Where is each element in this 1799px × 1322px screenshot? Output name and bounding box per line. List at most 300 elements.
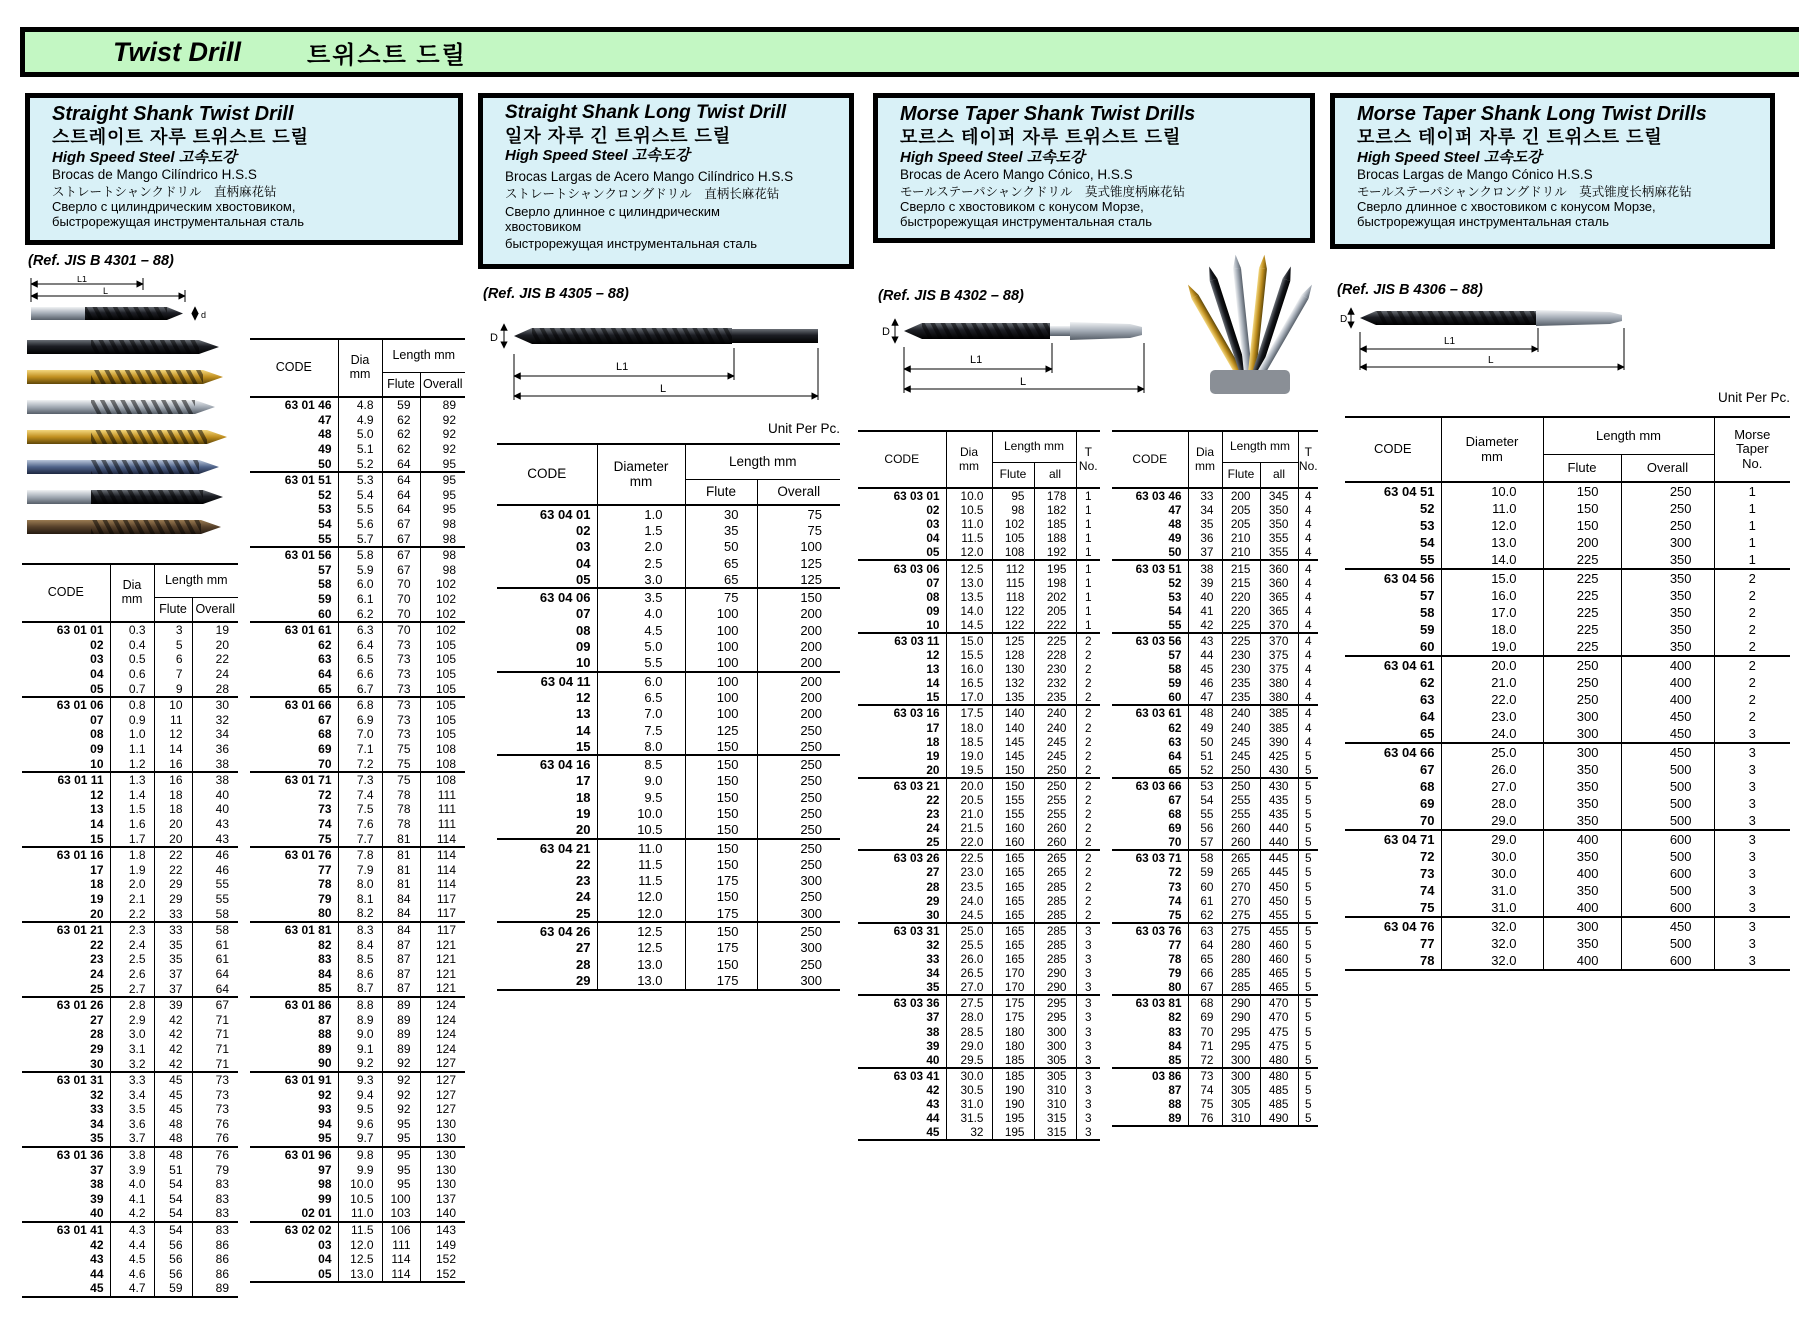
table-row: 84 71 295 475 5: [1112, 1039, 1318, 1053]
table-row: 88 75 305 485 5: [1112, 1097, 1318, 1111]
table-row: 63 03 16 17.5 140 240 2: [858, 705, 1100, 720]
table-row: 75 62 275 455 5: [1112, 908, 1318, 923]
table-row: 34 26.5 170 290 3: [858, 966, 1100, 980]
svg-text:L: L: [1488, 355, 1494, 366]
table-row: 67 26.0 350 500 3: [1345, 761, 1790, 778]
table-row: 93 9.5 92 127: [250, 1102, 465, 1117]
drill-photo: [27, 460, 219, 474]
table-row: 85 8.7 87 121: [250, 981, 465, 997]
table-row: 14 16.5 132 232 2: [858, 676, 1100, 690]
table-row: 89 76 310 490 5: [1112, 1111, 1318, 1126]
drill-shank: [732, 329, 818, 343]
table-row: 45 32 195 315 3: [858, 1125, 1100, 1140]
col-header-flute: Flute: [685, 480, 757, 506]
table-row: 87 8.9 89 124: [250, 1012, 465, 1027]
table-row: 63 03 51 38 215 360 4: [1112, 560, 1318, 575]
table-row: 55 14.0 225 350 1: [1345, 551, 1790, 569]
table-row: 94 9.6 95 130: [250, 1117, 465, 1132]
drill-dimension-diagram: [1340, 300, 1660, 378]
table-row: 23 2.5 35 61: [22, 952, 238, 967]
table-row: 20 10.5 150 250: [497, 822, 840, 839]
table-row: 47 34 205 350 4: [1112, 503, 1318, 517]
col-header-morse-taper-no: Morse Taper No.: [1714, 417, 1790, 482]
section-morse-taper-long-header: [1330, 93, 1775, 249]
table-row: 65 52 250 430 5: [1112, 763, 1318, 778]
table-row: 04 0.6 7 24: [22, 667, 238, 682]
table-row: 70 29.0 350 500 3: [1345, 812, 1790, 830]
table-row: 63 01 26 2.8 39 67: [22, 997, 238, 1013]
table-row: 42 30.5 190 310 3: [858, 1083, 1100, 1097]
russian-label-2: быстрорежущая инструментальная сталь: [1357, 213, 1609, 229]
col-header-length: Length mm: [685, 444, 840, 480]
russian-label-2: хвостовиком: [505, 218, 582, 234]
col-header-code: CODE: [1373, 441, 1412, 457]
table-row: 48 35 205 350 4: [1112, 517, 1318, 531]
col-header-dia: Dia mm: [338, 339, 382, 397]
table-row: 32 3.4 45 73: [22, 1087, 238, 1102]
table-row: 58 6.0 70 102: [250, 577, 465, 592]
table-row: 89 9.1 89 124: [250, 1042, 465, 1057]
col-header-length: Length mm: [992, 431, 1076, 463]
straight-shank-table-b: [250, 338, 465, 1283]
table-row: 15 17.0 135 235 2: [858, 690, 1100, 705]
table-row: 45 4.7 59 89: [22, 1281, 238, 1297]
table-row: 63 04 66 25.0 300 450 3: [1345, 743, 1790, 761]
table-row: 63 03 81 68 290 470 5: [1112, 995, 1318, 1010]
drill-photo: [27, 520, 221, 534]
table-row: 62 21.0 250 400 2: [1345, 674, 1790, 691]
table-row: 78 65 280 460 5: [1112, 952, 1318, 966]
table-row: 15 1.7 20 43: [22, 831, 238, 847]
table-row: 79 8.1 84 117: [250, 892, 465, 907]
table-row: 63 01 56 5.8 67 98: [250, 547, 465, 563]
table-row: 25 2.7 37 64: [22, 981, 238, 997]
page-title: Twist Drill: [113, 36, 242, 67]
table-row: 63 02 02 11.5 106 143: [250, 1222, 465, 1238]
table-row: 40 4.2 54 83: [22, 1206, 238, 1222]
table-row: 12 6.5 100 200: [497, 689, 840, 705]
drill-stand: [1210, 370, 1290, 394]
table-row: 25 22.0 160 260 2: [858, 835, 1100, 850]
table-row: 55 5.7 67 98: [250, 531, 465, 547]
col-header-overall: Overall: [757, 480, 840, 506]
table-row: 63 01 11 1.3 16 38: [22, 772, 238, 788]
table-row: 85 72 300 480 5: [1112, 1053, 1318, 1068]
table-row: 60 6.2 70 102: [250, 606, 465, 622]
table-row: 53 5.5 64 95: [250, 502, 465, 517]
table-row: 78 32.0 400 600 3: [1345, 952, 1790, 970]
drill-set-photo: [1172, 252, 1327, 402]
section-title: Morse Taper Shank Long Twist Drills: [1357, 103, 1707, 125]
table-row: 54 5.6 67 98: [250, 517, 465, 532]
table-row: 63 04 61 20.0 250 400 2: [1345, 656, 1790, 674]
table-row: 03 0.5 6 22: [22, 652, 238, 667]
drill-tip: [1360, 311, 1376, 325]
table-row: 99 10.5 100 137: [250, 1191, 465, 1206]
morse-taper-long-table: [1345, 416, 1790, 971]
col-header-overall: Overall: [1621, 455, 1714, 483]
jis-reference: (Ref. JIS B 4302 – 88): [878, 288, 1024, 304]
table-row: 05 13.0 114 152: [250, 1266, 465, 1282]
table-row: 02 10.5 98 182 1: [858, 503, 1100, 517]
table-row: 09 5.0 100 200: [497, 638, 840, 654]
page-title-korean: 트위스트 드릴: [307, 41, 467, 69]
table-row: 19 2.1 29 55: [22, 892, 238, 907]
table-row: 48 5.0 62 92: [250, 427, 465, 442]
svg-text:L1: L1: [616, 361, 629, 373]
table-row: 13 16.0 130 230 2: [858, 662, 1100, 676]
svg-text:L1: L1: [1444, 336, 1456, 347]
table-row: 60 47 235 380 4: [1112, 690, 1318, 705]
table-row: 10 5.5 100 200: [497, 655, 840, 672]
table-row: 98 10.0 95 130: [250, 1177, 465, 1192]
table-row: 55 42 225 370 4: [1112, 618, 1318, 633]
svg-text:D: D: [882, 326, 890, 338]
drill-taper-shank: [1536, 310, 1622, 326]
table-row: 67 54 255 435 5: [1112, 793, 1318, 807]
table-row: 72 30.0 350 500 3: [1345, 848, 1790, 865]
col-header-flute: Flute: [1222, 463, 1260, 489]
jis-reference: (Ref. JIS B 4306 – 88): [1337, 282, 1483, 298]
table-row: 57 16.0 225 350 2: [1345, 587, 1790, 604]
table-row: 63 01 16 1.8 22 46: [22, 847, 238, 863]
table-row: 72 7.4 78 111: [250, 787, 465, 802]
table-row: 70 7.2 75 108: [250, 756, 465, 772]
table-row: 74 61 270 450 5: [1112, 894, 1318, 908]
table-row: 63 04 16 8.5 150 250: [497, 755, 840, 772]
table-row: 87 74 305 485 5: [1112, 1083, 1318, 1097]
table-row: 82 69 290 470 5: [1112, 1010, 1318, 1024]
col-header-length: Length mm: [1222, 431, 1298, 463]
table-row: 29 24.0 165 285 2: [858, 894, 1100, 908]
table-row: 79 66 285 465 5: [1112, 966, 1318, 980]
table-row: 05 12.0 108 192 1: [858, 545, 1100, 560]
table-row: 33 26.0 165 285 3: [858, 952, 1100, 966]
table-row: 18 2.0 29 55: [22, 877, 238, 892]
svg-text:D: D: [490, 332, 498, 344]
material-label: High Speed Steel 고속도강: [900, 148, 1085, 166]
col-header-length: Length mm: [382, 339, 465, 373]
table-row: 28 23.5 165 285 2: [858, 880, 1100, 894]
section-title: Morse Taper Shank Twist Drills: [900, 103, 1196, 125]
table-row: 49 5.1 62 92: [250, 442, 465, 457]
col-header-overall: Overall: [420, 373, 465, 398]
drill-photo: [27, 340, 219, 354]
table-row: 64 6.6 73 105: [250, 667, 465, 682]
table-row: 40 29.5 185 305 3: [858, 1053, 1100, 1068]
table-row: 84 8.6 87 121: [250, 967, 465, 982]
table-row: 63 03 26 22.5 165 265 2: [858, 850, 1100, 865]
table-row: 63 03 31 25.0 165 285 3: [858, 923, 1100, 938]
table-row: 42 4.4 56 86: [22, 1237, 238, 1252]
table-row: 63 03 11 15.0 125 225 2: [858, 633, 1100, 648]
table-row: 02 01 11.0 103 140: [250, 1206, 465, 1222]
table-row: 19 10.0 150 250: [497, 805, 840, 821]
table-row: 63 03 61 48 240 385 4: [1112, 705, 1318, 720]
col-header-dia: Dia mm: [1188, 431, 1222, 488]
table-row: 63 03 41 30.0 185 305 3: [858, 1068, 1100, 1083]
material-label: High Speed Steel 고속도강: [505, 147, 690, 165]
spanish-label: Brocas de Mango Cilíndrico H.S.S: [52, 167, 257, 183]
russian-label-1: Сверло с хвостовиком с конусом Морзе,: [900, 199, 1144, 215]
table-row: 69 7.1 75 108: [250, 742, 465, 757]
table-row: 65 6.7 73 105: [250, 681, 465, 697]
table-row: 63 04 26 12.5 150 250: [497, 922, 840, 939]
russian-label-1: Сверло длинное с цилиндрическим: [505, 204, 720, 220]
table-row: 58 45 230 375 4: [1112, 662, 1318, 676]
table-row: 54 41 220 365 4: [1112, 604, 1318, 618]
unit-per-pc-label: Unit Per Pc.: [767, 421, 840, 436]
table-row: 37 28.0 175 295 3: [858, 1010, 1100, 1024]
drill-tip: [167, 307, 183, 320]
drill-photo: [27, 430, 227, 444]
col-header-code: CODE: [47, 585, 84, 600]
table-row: 63 03 56 43 225 370 4: [1112, 633, 1318, 648]
table-row: 24 12.0 150 250: [497, 889, 840, 905]
table-row: 63 01 81 8.3 84 117: [250, 922, 465, 938]
table-row: 33 3.5 45 73: [22, 1102, 238, 1117]
col-header-flute: Flute: [382, 373, 420, 398]
table-row: 63 01 31 3.3 45 73: [22, 1072, 238, 1088]
col-header-code: CODE: [527, 466, 567, 482]
svg-text:L: L: [103, 286, 109, 296]
col-header-dia: Dia mm: [110, 564, 154, 622]
drill-dimension-diagram: [25, 276, 225, 336]
table-row: 52 5.4 64 95: [250, 488, 465, 503]
col-header-overall: Overall: [192, 598, 238, 623]
table-row: 35 27.0 170 290 3: [858, 980, 1100, 995]
table-row: 07 4.0 100 200: [497, 606, 840, 622]
col-header-all: all: [1260, 463, 1298, 489]
morse-taper-table-a: [858, 430, 1100, 1141]
table-row: 57 5.9 67 98: [250, 563, 465, 578]
table-row: 69 56 260 440 5: [1112, 821, 1318, 835]
col-header-length: Length mm: [1543, 417, 1714, 455]
svg-text:L1: L1: [77, 276, 88, 284]
drill-dimension-diagram: [880, 305, 1166, 415]
table-row: 22 20.5 155 255 2: [858, 793, 1100, 807]
table-row: 07 0.9 11 32: [22, 713, 238, 728]
material-label: High Speed Steel 고속도강: [52, 148, 237, 166]
table-row: 03 2.0 50 100: [497, 539, 840, 555]
table-row: 30 24.5 165 285 2: [858, 908, 1100, 923]
table-row: 63 01 66 6.8 73 105: [250, 697, 465, 713]
table-row: 12 15.5 128 228 2: [858, 648, 1100, 662]
table-row: 62 49 240 385 4: [1112, 721, 1318, 735]
table-row: 63 01 01 0.3 3 19: [22, 622, 238, 638]
table-row: 44 4.6 56 86: [22, 1267, 238, 1282]
table-row: 03 11.0 102 185 1: [858, 517, 1100, 531]
section-title: Straight Shank Long Twist Drill: [505, 102, 787, 123]
table-row: 14 1.6 20 43: [22, 817, 238, 832]
table-row: 39 4.1 54 83: [22, 1192, 238, 1207]
table-row: 67 6.9 73 105: [250, 712, 465, 727]
table-row: 29 13.0 175 300: [497, 972, 840, 989]
straight-shank-long-table: [497, 443, 840, 991]
drill-dimension-diagram: [488, 308, 844, 420]
table-row: 04 11.5 105 188 1: [858, 531, 1100, 545]
table-row: 63 03 71 58 265 445 5: [1112, 850, 1318, 865]
spanish-label: Brocas Largas de Mango Cónico H.S.S: [1357, 167, 1593, 183]
table-row: 04 12.5 114 152: [250, 1252, 465, 1267]
table-row: 63 04 56 15.0 225 350 2: [1345, 569, 1790, 587]
table-row: 37 3.9 51 79: [22, 1162, 238, 1177]
table-row: 44 31.5 195 315 3: [858, 1111, 1100, 1125]
table-row: 59 18.0 225 350 2: [1345, 621, 1790, 638]
section-straight-shank-header: [25, 93, 463, 245]
table-row: 63 01 76 7.8 81 114: [250, 847, 465, 863]
table-row: 05 0.7 9 28: [22, 681, 238, 697]
table-row: 20 2.2 33 58: [22, 906, 238, 922]
section-title-korean: 일자 자루 긴 트위스트 드릴: [505, 125, 732, 146]
table-row: 08 4.5 100 200: [497, 622, 840, 638]
svg-text:L1: L1: [970, 354, 983, 366]
col-header-taper-no: T No.: [1076, 431, 1100, 488]
table-row: 02 0.4 5 20: [22, 638, 238, 653]
drill-photo: [27, 400, 215, 414]
table-row: 63 50 245 390 4: [1112, 735, 1318, 749]
japanese-chinese-label: ストレートシャンクロングドリル 直柄长麻花钻: [505, 186, 780, 201]
table-row: 05 3.0 65 125: [497, 571, 840, 588]
table-row: 09 14.0 122 205 1: [858, 604, 1100, 618]
table-row: 72 59 265 445 5: [1112, 865, 1318, 879]
table-row: 29 3.1 42 71: [22, 1042, 238, 1057]
table-row: 88 9.0 89 124: [250, 1027, 465, 1042]
table-row: 90 9.2 92 127: [250, 1056, 465, 1072]
jis-reference: (Ref. JIS B 4305 – 88): [483, 286, 629, 302]
table-row: 77 7.9 81 114: [250, 862, 465, 877]
table-row: 38 4.0 54 83: [22, 1177, 238, 1192]
section-title: Straight Shank Twist Drill: [52, 103, 294, 125]
table-row: 30 3.2 42 71: [22, 1056, 238, 1072]
table-row: 73 30.0 400 600 3: [1345, 865, 1790, 882]
section-straight-shank-long-header: [478, 93, 854, 269]
drill-shank: [31, 307, 87, 320]
table-row: 13 7.0 100 200: [497, 706, 840, 722]
svg-text:L: L: [1020, 376, 1027, 388]
table-row: 68 55 255 435 5: [1112, 807, 1318, 821]
col-header-code: CODE: [275, 360, 312, 375]
table-row: 38 28.5 180 300 3: [858, 1024, 1100, 1038]
table-row: 34 3.6 48 76: [22, 1117, 238, 1132]
table-row: 74 7.6 78 111: [250, 817, 465, 832]
svg-text:D: D: [1340, 314, 1348, 325]
table-row: 24 21.5 160 260 2: [858, 821, 1100, 835]
table-row: 63 04 71 29.0 400 600 3: [1345, 830, 1790, 848]
japanese-chinese-label: モールステーパシャンクドリル 莫式锥度柄麻花钻: [900, 185, 1186, 200]
drill-taper-shank: [1070, 322, 1142, 340]
table-row: 63 22.0 250 400 2: [1345, 691, 1790, 708]
table-row: 47 4.9 62 92: [250, 413, 465, 428]
svg-text:L: L: [660, 383, 667, 395]
table-row: 23 11.5 175 300: [497, 873, 840, 889]
col-header-length: Length mm: [154, 564, 238, 598]
table-row: 14 7.5 125 250: [497, 722, 840, 738]
table-row: 65 24.0 300 450 3: [1345, 725, 1790, 743]
table-row: 82 8.4 87 121: [250, 937, 465, 952]
table-row: 63 04 11 6.0 100 200: [497, 672, 840, 689]
table-row: 63 6.5 73 105: [250, 652, 465, 667]
table-row: 53 40 220 365 4: [1112, 590, 1318, 604]
japanese-chinese-label: ストレートシャンクドリル 直柄麻花钻: [52, 185, 277, 200]
table-row: 23 21.0 155 255 2: [858, 807, 1100, 821]
table-row: 63 01 51 5.3 64 95: [250, 472, 465, 488]
table-row: 92 9.4 92 127: [250, 1087, 465, 1102]
col-header-dia: Dia mm: [946, 431, 992, 488]
table-row: 54 13.0 200 300 1: [1345, 534, 1790, 551]
table-row: 24 2.6 37 64: [22, 967, 238, 982]
table-row: 63 03 21 20.0 150 250 2: [858, 778, 1100, 793]
table-row: 27 12.5 175 300: [497, 940, 840, 956]
table-row: 13 1.5 18 40: [22, 802, 238, 817]
drill-tip: [904, 323, 922, 339]
morse-taper-table-b: [1112, 430, 1318, 1127]
table-row: 18 18.5 145 245 2: [858, 735, 1100, 749]
table-row: 77 64 280 460 5: [1112, 938, 1318, 952]
table-row: 32 25.5 165 285 3: [858, 938, 1100, 952]
section-title-korean: 모르스 테이퍼 자루 트위스트 드릴: [900, 127, 1182, 147]
table-row: 63 01 36 3.8 48 76: [22, 1147, 238, 1163]
drill-photo: [27, 370, 223, 384]
col-header-all: all: [1034, 463, 1076, 489]
table-row: 63 03 66 53 250 430 5: [1112, 778, 1318, 793]
unit-per-pc-label: Unit Per Pc.: [1717, 390, 1790, 405]
table-row: 63 01 21 2.3 33 58: [22, 922, 238, 938]
table-row: 63 04 76 32.0 300 450 3: [1345, 917, 1790, 935]
russian-label-1: Сверло с цилиндрическим хвостовиком,: [52, 199, 296, 215]
svg-text:d: d: [201, 310, 207, 320]
col-header-diameter: Diameter mm: [597, 444, 685, 505]
table-row: 10 1.2 16 38: [22, 756, 238, 772]
col-header-flute: Flute: [154, 598, 192, 623]
japanese-chinese-label: モールステーパシャンクロングドリル 莫式锥度长柄麻花钻: [1357, 185, 1692, 200]
table-row: 12 1.4 18 40: [22, 788, 238, 803]
table-row: 59 46 235 380 4: [1112, 676, 1318, 690]
straight-shank-table-a: [22, 563, 238, 1298]
table-row: 35 3.7 48 76: [22, 1131, 238, 1147]
drill-photo: [27, 490, 223, 504]
table-row: 60 19.0 225 350 2: [1345, 638, 1790, 656]
spanish-label: Brocas Largas de Acero Mango Cilíndrico H.S.S: [505, 169, 794, 185]
russian-label-2: быстрорежущая инструментальная сталь: [52, 213, 304, 229]
table-row: 03 12.0 111 149: [250, 1237, 465, 1252]
table-row: 08 13.5 118 202 1: [858, 590, 1100, 604]
table-row: 83 70 295 475 5: [1112, 1024, 1318, 1038]
table-row: 25 12.0 175 300: [497, 905, 840, 922]
section-morse-taper-header: [873, 93, 1315, 243]
table-row: 22 2.4 35 61: [22, 937, 238, 952]
russian-label-2: быстрорежущая инструментальная сталь: [900, 213, 1152, 229]
table-row: 63 01 06 0.8 10 30: [22, 697, 238, 713]
table-row: 22 11.5 150 250: [497, 856, 840, 872]
table-row: 63 01 46 4.8 59 89: [250, 397, 465, 413]
drill-tip: [514, 328, 532, 344]
table-row: 63 03 46 33 200 345 4: [1112, 488, 1318, 503]
section-title-korean: 모르스 테이퍼 자루 긴 트위스트 드릴: [1357, 127, 1663, 147]
table-row: 10 14.5 122 222 1: [858, 618, 1100, 633]
table-row: 43 31.0 190 310 3: [858, 1097, 1100, 1111]
table-row: 50 37 210 355 4: [1112, 545, 1318, 560]
table-row: 63 03 01 10.0 95 178 1: [858, 488, 1100, 503]
table-row: 74 31.0 350 500 3: [1345, 882, 1790, 899]
table-row: 78 8.0 81 114: [250, 877, 465, 892]
table-row: 09 1.1 14 36: [22, 742, 238, 757]
table-row: 63 04 06 3.5 75 150: [497, 588, 840, 605]
table-row: 43 4.5 56 86: [22, 1252, 238, 1267]
table-row: 57 44 230 375 4: [1112, 648, 1318, 662]
col-header-code: CODE: [1132, 451, 1168, 466]
table-row: 17 18.0 140 240 2: [858, 721, 1100, 735]
